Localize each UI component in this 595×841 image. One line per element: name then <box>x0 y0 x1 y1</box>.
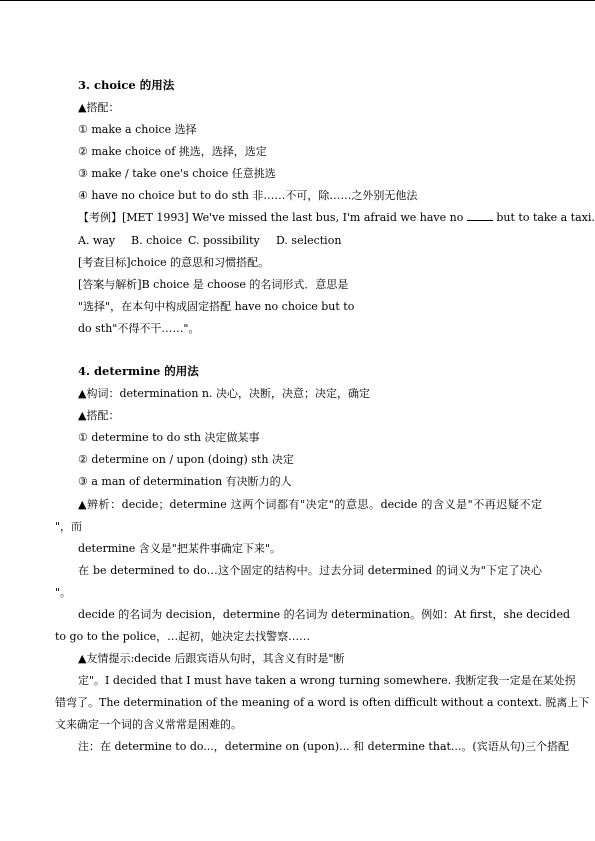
list-item: ④ have no choice but to do sth 非……不可，除……之外别无他法 <box>78 189 418 202</box>
section-heading-determine: 4. determine 的用法 <box>78 364 199 378</box>
tip-text: ▲友情提示:decide 后跟宾语从句时，其含义有时是"断 <box>78 652 345 665</box>
list-item: ② determine on / upon (doing) sth 决定 <box>78 453 294 466</box>
collocation-label: ▲搭配： <box>78 101 120 114</box>
option-b: B. choice <box>131 234 183 247</box>
list-item: ② make choice of 挑选，选择，选定 <box>78 145 267 158</box>
section-heading-choice: 3. choice 的用法 <box>78 78 175 92</box>
option-c: C. possibility <box>188 234 260 247</box>
exam-target: [考查目标]choice 的意思和习惯搭配。 <box>78 256 270 269</box>
analysis-text: determine 含义是"把某件事确定下来"。 <box>78 542 281 555</box>
list-item: ③ make / take one's choice 任意挑选 <box>78 167 276 180</box>
analysis-text: "。 <box>55 586 72 599</box>
list-item: ③ a man of determination 有决断力的人 <box>78 475 292 488</box>
analysis-text: to go to the police，…起初，她决定去找警察…… <box>55 630 311 643</box>
option-d: D. selection <box>276 234 342 247</box>
exam-example <box>78 211 595 224</box>
answer-line: "选择"，在本句中构成固定搭配 have no choice but to <box>78 300 355 313</box>
option-a: A. way <box>78 234 116 247</box>
tip-text: 错弯了。The determination of the meaning of a word is often difficult without a context. 脱离上下 <box>55 696 590 709</box>
list-item: ① make a choice 选择 <box>78 123 197 136</box>
top-border <box>0 0 595 1</box>
exam-example-prefix: 【考例】[MET 1993] We've missed the last bus, I'm afraid we have no <box>78 211 464 224</box>
tip-text: 定"。I decided that I must have taken a wrong turning somewhere. 我断定我一定是在某处拐 <box>78 674 576 687</box>
analysis-text: 在 be determined to do…这个固定的结构中。过去分词 determined 的词义为"下定了决心 <box>78 564 542 577</box>
collocation-label: ▲搭配： <box>78 409 120 422</box>
analysis-text: ▲辨析：decide；determine 这两个词都有"决定"的意思。decide 的含义是"不再迟疑不定 <box>78 498 542 511</box>
answer-line: [答案与解析]B choice 是 choose 的名词形式．意思是 <box>78 278 349 291</box>
note-text: 注：在 determine to do...，determine on (upon)... 和 determine that...。(宾语从句)三个搭配 <box>78 740 569 753</box>
exam-example-suffix: but to take a taxi. <box>496 211 595 224</box>
tip-text: 文来确定一个词的含义常常是困难的。 <box>55 718 242 731</box>
answer-blank <box>467 211 493 221</box>
list-item: ① determine to do sth 决定做某事 <box>78 431 260 444</box>
word-formation: ▲构词：determination n. 决心，决断，决意；决定，确定 <box>78 387 371 400</box>
answer-line: do sth"不得不干……"。 <box>78 322 200 335</box>
analysis-text: decide 的名词为 decision，determine 的名词为 determination。例如：At first，she decided <box>78 608 571 621</box>
analysis-text: "，而 <box>55 520 83 533</box>
